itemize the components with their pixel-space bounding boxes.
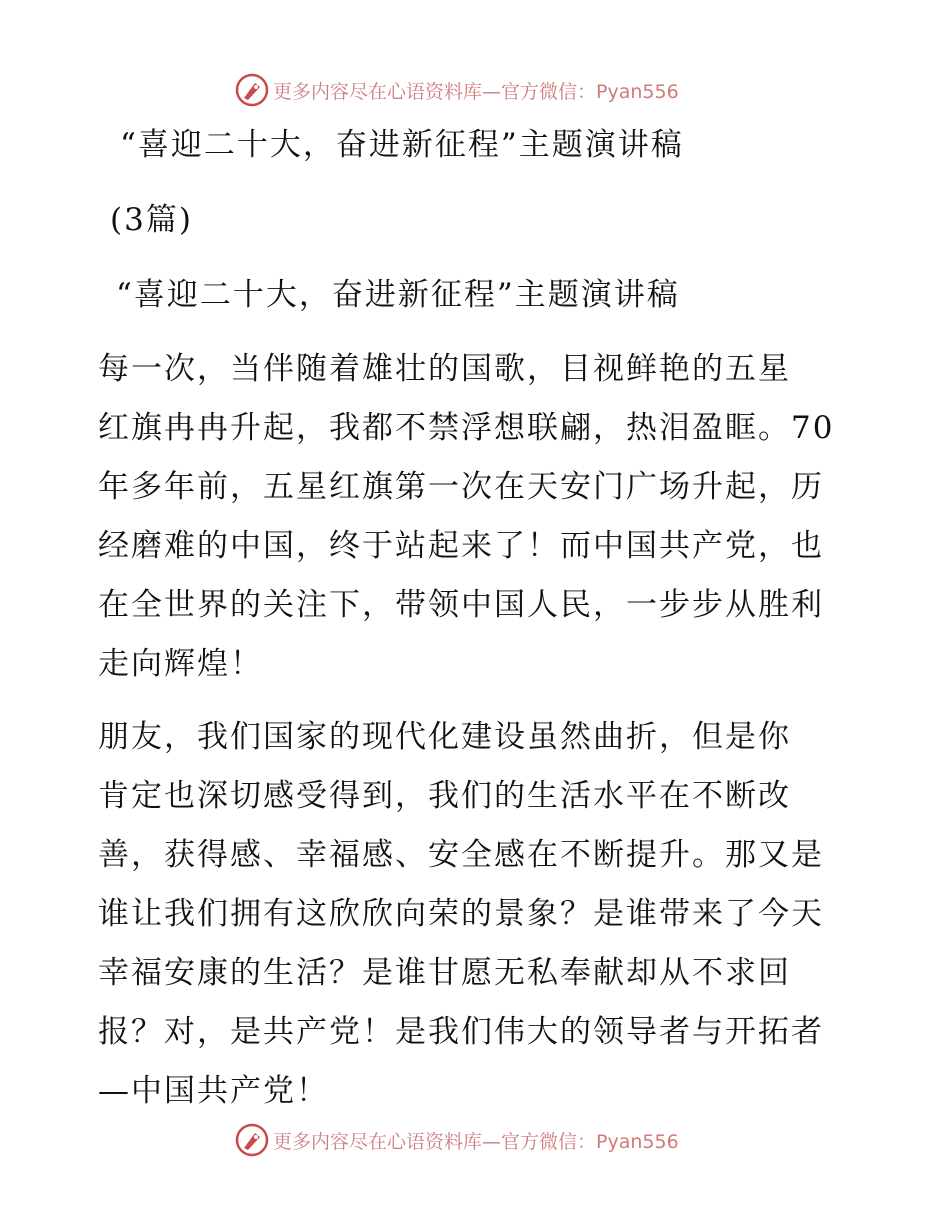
paragraph-line: —中国共产党！ (98, 1073, 329, 1109)
paragraph-line: 报？对，是共产党！是我们伟大的领导者与开拓者 (98, 1014, 824, 1050)
paragraph-line: 幸福安康的生活？是谁甘愿无私奉献却从不求回 (98, 955, 791, 991)
header-watermark-banner (235, 70, 715, 110)
header-watermark-text: 更多内容尽在心语资料库—官方微信：Pyan556 (273, 80, 679, 103)
paragraph-line: 朋友，我们国家的现代化建设虽然曲折，但是你 (98, 719, 791, 755)
paragraph-line: 善，获得感、幸福感、安全感在不断提升。那又是 (98, 837, 824, 873)
paragraph-line: 每一次，当伴随着雄壮的国歌，目视鲜艳的五星 (98, 351, 791, 387)
paragraph-line: 在全世界的关注下，带领中国人民，一步步从胜利 (98, 587, 824, 623)
paragraph-line: 肯定也深切感受得到，我们的生活水平在不断改 (98, 778, 791, 814)
paragraph-line: 谁让我们拥有这欣欣向荣的景象？是谁带来了今天 (98, 896, 824, 932)
document-title: “喜迎二十大，奋进新征程”主题演讲稿 (120, 127, 684, 163)
document-subtitle: “喜迎二十大，奋进新征程”主题演讲稿 (116, 277, 680, 313)
paragraph-line: 走向辉煌！ (98, 646, 263, 682)
pen-nib-icon (235, 1123, 269, 1157)
paragraph-line: 经磨难的中国，终于站起来了！而中国共产党，也 (98, 528, 824, 564)
document-count: (3篇) (110, 202, 193, 238)
paragraph-line: 年多年前，五星红旗第一次在天安门广场升起，历 (98, 469, 824, 505)
paragraph-line: 红旗冉冉升起，我都不禁浮想联翩，热泪盈眶。70 (98, 410, 835, 446)
footer-watermark-text: 更多内容尽在心语资料库—官方微信：Pyan556 (273, 1130, 679, 1153)
footer-watermark-banner (235, 1120, 715, 1160)
pen-nib-icon (235, 73, 269, 107)
